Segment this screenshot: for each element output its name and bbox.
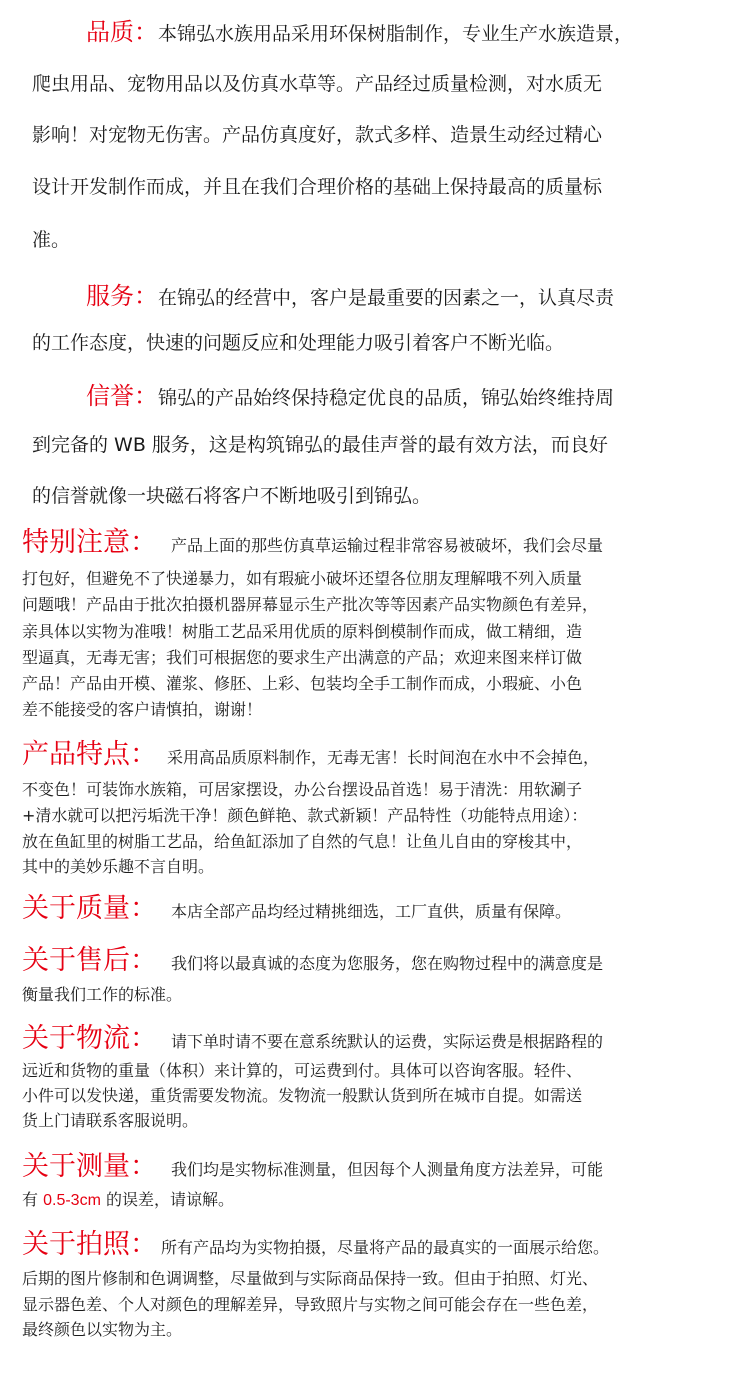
reputation-line: 到完备的 WB 服务，这是构筑锦弘的最佳声誉的最有效方法，而良好 (32, 434, 608, 456)
quality-line: 影响！对宠物无伤害。产品仿真度好，款式多样、造景生动经过精心 (32, 124, 603, 146)
logistics-first-line: 关于物流： 请下单时请不要在意系统默认的运费，实际运费是根据路程的 (22, 1023, 604, 1054)
quality-line: 爬虫用品、宠物用品以及仿真水草等。产品经过质量检测，对水质无 (32, 73, 603, 95)
after-sales-heading: 关于售后： (22, 945, 157, 976)
photography-line: 后期的图片修制和色调调整，尽量做到与实际商品保持一致。但由于拍照、灯光、 (22, 1269, 599, 1288)
reputation-first-line: 信誉：锦弘的产品始终保持稳定优良的品质，锦弘始终维持周 (86, 382, 615, 410)
photography-line: 显示器色差、个人对颜色的理解差异，导致照片与实物之间可能会存在一些色差， (22, 1295, 599, 1314)
reputation-line: 的信誉就像一块磁石将客户不断地吸引到锦弘。 (32, 485, 432, 507)
features-heading: 产品特点： (22, 739, 157, 770)
features-first-line: 产品特点： 采用高品质原料制作，无毒无害！长时间泡在水中不会掉色， (22, 739, 600, 770)
after-sales-line: 衡量我们工作的标准。 (22, 985, 183, 1004)
logistics-line: 小件可以发快递，重货需要发物流。发物流一般默认货到所在城市自提。如需送 (22, 1086, 583, 1105)
notice-first-line: 特别注意： 产品上面的那些仿真草运输过程非常容易被破坏，我们会尽量 (22, 527, 604, 558)
measurement-first-line: 关于测量： 我们均是实物标准测量，但因每个人测量角度方法差异，可能 (22, 1151, 604, 1182)
notice-line: 差不能接受的客户请慎拍，谢谢！ (22, 700, 263, 719)
after-sales-first-line: 关于售后： 我们将以最真诚的态度为您服务，您在购物过程中的满意度是 (22, 945, 604, 976)
logistics-line: 货上门请联系客服说明。 (22, 1111, 199, 1130)
service-heading: 服务： (86, 282, 158, 310)
service-first-line: 服务：在锦弘的经营中，客户是最重要的因素之一，认真尽责 (86, 282, 615, 310)
about-quality-line: 关于质量： 本店全部产品均经过精挑细选，工厂直供，质量有保障。 (22, 893, 572, 924)
features-line: 放在鱼缸里的树脂工艺品，给鱼缸添加了自然的气息！让鱼儿自由的穿梭其中， (22, 832, 583, 851)
service-line: 的工作态度，快速的问题反应和处理能力吸引着客户不断光临。 (32, 332, 565, 354)
logistics-heading: 关于物流： (22, 1023, 157, 1054)
photography-heading: 关于拍照： (22, 1229, 157, 1260)
notice-line: 产品！产品由开模、灌浆、修胚、上彩、包装均全手工制作而成，小瑕疵、小色 (22, 674, 583, 693)
features-line: 不变色！可装饰水族箱，可居家摆设，办公台摆设品首选！易于清洗：用软涮子 (22, 780, 583, 799)
notice-heading: 特别注意： (22, 527, 157, 558)
notice-line: 问题哦！产品由于批次拍摄机器屏幕显示生产批次等等因素产品实物颜色有差异， (22, 595, 599, 614)
quality-line: 准。 (32, 229, 71, 251)
about-quality-heading: 关于质量： (22, 893, 157, 924)
measurement-line: 有 0.5-3cm 的误差，请谅解。 (22, 1190, 235, 1209)
logistics-line: 远近和货物的重量（体积）来计算的，可运费到付。具体可以咨询客服。轻件、 (22, 1061, 583, 1080)
features-line: +清水就可以把污垢洗干净！颜色鲜艳、款式新颖！产品特性（功能特点用途）： (22, 806, 588, 825)
reputation-heading: 信誉： (86, 382, 158, 410)
quality-heading: 品质： (86, 18, 158, 46)
quality-line: 设计开发制作而成，并且在我们合理价格的基础上保持最高的质量标 (32, 176, 603, 198)
features-line: 其中的美妙乐趣不言自明。 (22, 857, 215, 876)
notice-line: 亲具体以实物为准哦！树脂工艺品采用优质的原料倒模制作而成，做工精细，造 (22, 622, 583, 641)
measurement-heading: 关于测量： (22, 1151, 157, 1182)
notice-line: 打包好，但避免不了快递暴力，如有瑕疵小破坏还望各位朋友理解哦不列入质量 (22, 569, 583, 588)
photography-line: 最终颜色以实物为主。 (22, 1320, 183, 1339)
photography-first-line: 关于拍照： 所有产品均为实物拍摄，尽量将产品的最真实的一面展示给您。 (22, 1229, 610, 1260)
notice-line: 型逼真，无毒无害；我们可根据您的要求生产出满意的产品；欢迎来图来样订做 (22, 648, 583, 667)
measurement-tolerance: 0.5-3cm (43, 1192, 101, 1209)
quality-first-line: 品质：本锦弘水族用品采用环保树脂制作，专业生产水族造景， (86, 18, 634, 46)
